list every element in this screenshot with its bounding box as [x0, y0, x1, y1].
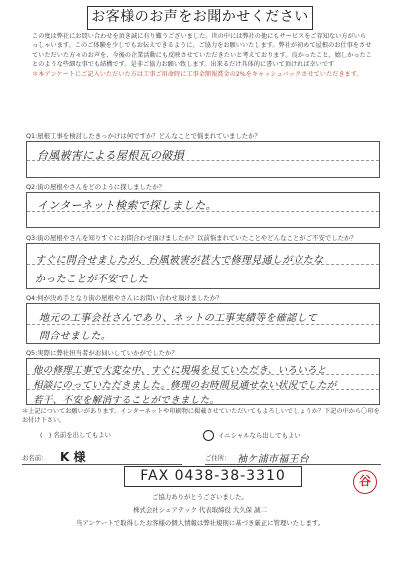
question-label: Q4:何が決め手となり街の屋根やさんにお問い合わせ頂けましたか？	[26, 294, 223, 302]
address-field[interactable]	[205, 447, 381, 465]
question-label: Q3:街の屋根やさんを知りすぐにお問合わせ頂けましたか？以前悩まれていたことやどんなことがご不安でしたか？	[26, 234, 357, 242]
handwritten-answer: 他の修理工事で大変な中、すぐに現場を見ていただき、いろいろと	[33, 365, 327, 376]
option-label: イニシャルなら出してもよい	[218, 431, 301, 440]
answer-box[interactable]	[26, 358, 380, 405]
option-name[interactable]	[40, 430, 111, 439]
handwritten-answer: 台風被害による屋根瓦の破損	[37, 149, 184, 162]
question-label: Q1:屋根工事を検討したきっかけは何ですか？どんなことで悩まれていましたか？	[26, 132, 261, 140]
handwritten-answer: 若干、不安を解消することができました。	[33, 395, 220, 406]
answer-box[interactable]	[26, 243, 380, 289]
name-label: お名前：	[22, 454, 48, 462]
option-label: 名前を出してもよい	[53, 431, 111, 439]
handwritten-answer: かったことが不安でした	[35, 274, 149, 285]
handwritten-answer: 問合せました。	[39, 331, 112, 342]
option-paren-left: ( )	[40, 431, 52, 439]
intro-text: この度は弊社にお問い合わせを頂き誠に有り難うございました。世の中には弊社の他にもサービスをご存知ない方がいらっしゃいます。このご体験を少しでもお伝えできるように、ご協力をお願いいたします。弊社が初めて屋根のお仕事をさせていただいた方々のお声を、今後の企業活動にも反映させていただきたいと考えております。良かったこと、嬉しかったことのような些細な事でも結構です。是非ご協力お願い致します。出来るだけ具体的に書いて頂ければ幸いです	[32, 33, 372, 69]
consent-text: ＊上記についてお願いがあります。インターネットや印刷物に掲載させていただいてもよろしいでしょうか？下記の中から〇印をお付け下さい。	[22, 408, 380, 424]
address-value: 袖ケ浦市福王台	[237, 454, 310, 465]
name-value: K 様	[60, 450, 86, 464]
question-label: Q2:街の屋根やさんをどのように探しましたか？	[26, 183, 166, 191]
name-field[interactable]	[22, 447, 182, 465]
answer-box[interactable]	[26, 141, 380, 178]
cashback-note: ＊本アンケートにご記入いただいた方は工事ご用命時に工事金額報賞金の2%をキャッシュバックさせていただきます。	[32, 70, 363, 78]
question-label: Q5:実際に弊社担当者がお伺いしていかがでしたか？	[26, 349, 178, 357]
thanks-text: ご協力ありがとうございました。	[152, 493, 248, 501]
answer-box[interactable]	[26, 303, 380, 344]
circled-selection-icon	[203, 430, 214, 441]
page-title: お客様のお声をお聞かせください	[87, 6, 313, 30]
option-initial[interactable]	[203, 430, 301, 441]
address-label: ご住所：	[205, 454, 231, 462]
intro-block	[32, 32, 372, 79]
handwritten-answer: インターネット検索で探しました。	[37, 199, 217, 212]
handwritten-answer: 相談にのっていただきました。修理のお時間見通せない状況でしたが	[33, 380, 337, 391]
fax-number: FAX 0438-38-3310	[124, 466, 302, 487]
answer-box[interactable]	[26, 192, 380, 228]
company-line: 株式会社シェアテック 代表取締役 大久保 誠二	[133, 506, 267, 514]
handwritten-answer: すぐに問合せましたが、台風被害が甚大で修理見通しが立たな	[35, 255, 324, 266]
privacy-note: 当アンケートで取得したお客様の個人情報は弊社規則に基づき厳正に管理いたします。	[75, 519, 325, 527]
company-seal-icon: 谷	[353, 470, 377, 494]
handwritten-answer: 地元の工事会社さんであり、ネットの工事実績等を確認して	[39, 313, 318, 324]
